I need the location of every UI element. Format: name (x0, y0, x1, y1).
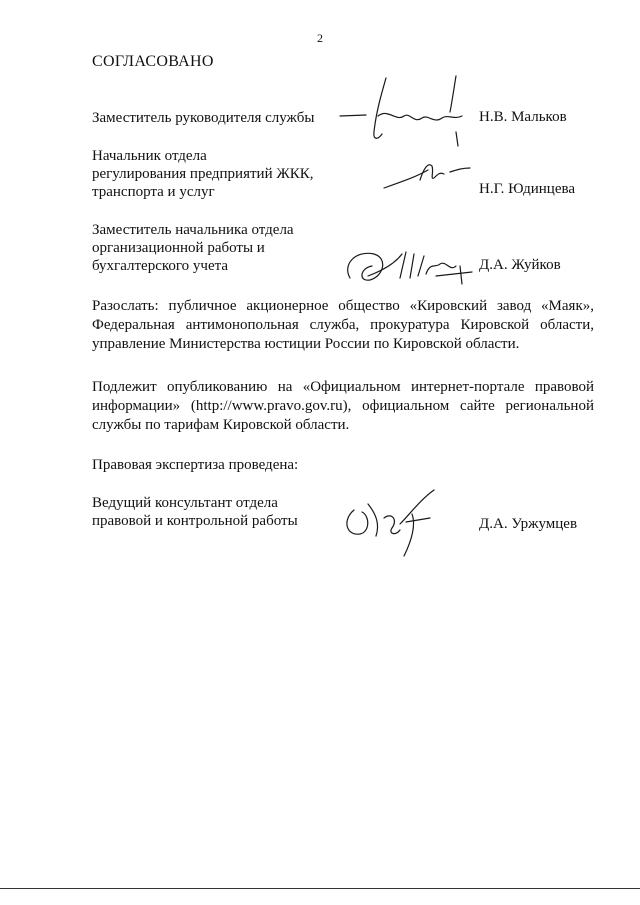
title-line: организационной работы и (92, 240, 265, 256)
title-line: Начальник отдела (92, 148, 207, 164)
approver-name-1: Н.В. Мальков (479, 109, 567, 125)
approver-name-2: Н.Г. Юдинцева (479, 181, 576, 197)
approver-title-1 (92, 109, 314, 127)
distribution-paragraph: Разослать: публичное акционерное общество «Кировский завод «Маяк», Федеральная антимонопольная служба, прокуратура Кировской области, управление Министерства юстиции России по Кировской области. (92, 298, 594, 352)
title-line: Заместитель начальника отдела (92, 222, 294, 238)
signature-1 (338, 72, 478, 152)
consultant-name: Д.А. Уржумцев (479, 516, 578, 532)
approver-title-3 (92, 221, 294, 275)
signature-4 (340, 484, 450, 564)
signature-3 (340, 244, 480, 290)
title-line: правовой и контрольной работы (92, 513, 298, 529)
approver-title-2 (92, 147, 314, 201)
approval-heading: СОГЛАСОВАНО (92, 53, 214, 70)
title-line: регулирования предприятий ЖКК, (92, 166, 314, 182)
consultant-title (92, 494, 298, 530)
title-line: Заместитель руководителя службы (92, 110, 315, 126)
page-edge-line (0, 888, 640, 889)
page-number: 2 (317, 31, 323, 45)
legal-review-label: Правовая экспертиза проведена: (92, 457, 299, 473)
publication-paragraph: Подлежит опубликованию на «Официальном интернет-портале правовой информации» (http://www.pravo.gov.ru), официальном сайте региональной службы по тарифам Кировской области. (92, 379, 594, 433)
title-line: Ведущий консультант отдела (92, 495, 278, 511)
signature-2 (380, 158, 480, 198)
title-line: бухгалтерского учета (92, 258, 229, 274)
approver-name-3: Д.А. Жуйков (479, 257, 561, 273)
title-line: транспорта и услуг (92, 184, 215, 200)
